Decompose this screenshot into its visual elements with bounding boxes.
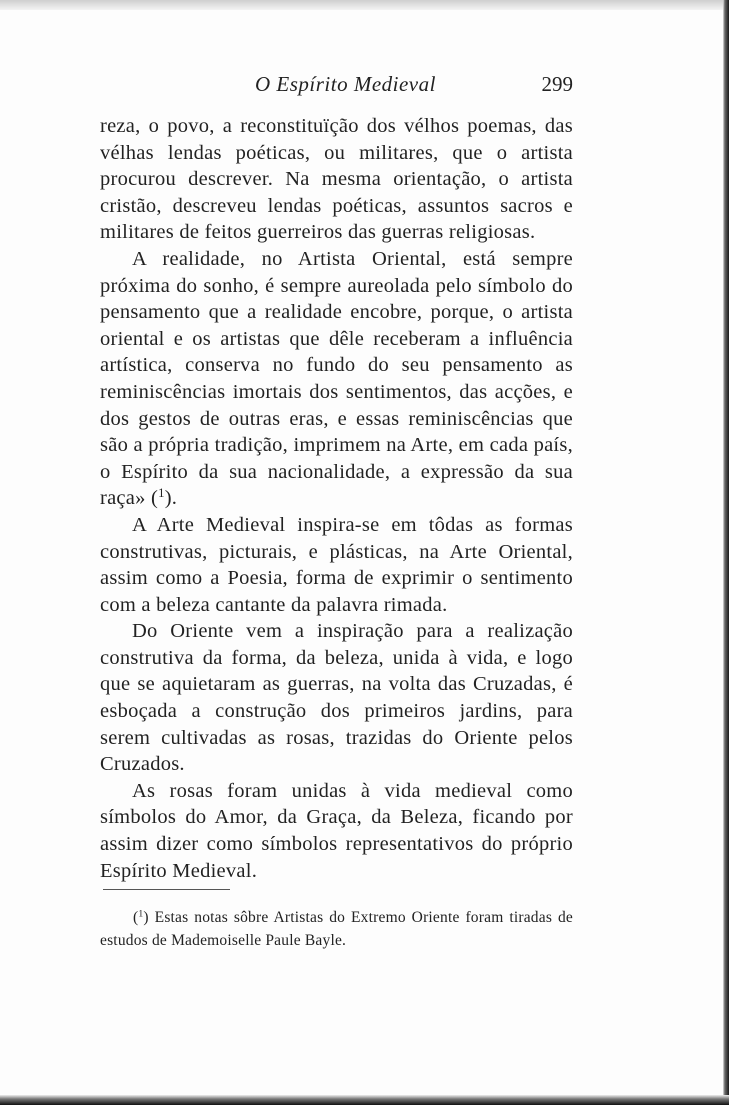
- paragraph: reza, o povo, a reconstituïção dos vélhos poemas, das vélhas lendas poéticas, ou militares, que o artista procurou descrever. Na mesma orientação, o artista cristão, descreveu lendas poéticas, assuntos sacros e militares de feitos guerreiros das guerras religiosas.: [100, 115, 573, 244]
- running-header: [100, 72, 573, 100]
- footnote-rule: [103, 889, 230, 890]
- footnote-open: (: [133, 909, 139, 926]
- page-edge-bottom: [0, 1095, 729, 1105]
- paragraph: As rosas foram unidas à vida medieval como símbolos do Amor, da Graça, da Beleza, ficando por assim dizer como símbolos representativos do próprio Espírito Medieval.: [100, 779, 573, 882]
- body-text: [100, 113, 573, 884]
- paragraph: Do Oriente vem a inspiração para a realização construtiva da forma, da beleza, unida à vida, e logo que se aquietaram as guerras, na volta das Cruzadas, é esboçada a construção dos primeiros jardins, para serem cultivadas as rosas, trazidas do Oriente pelos Cruzados.: [100, 620, 573, 776]
- paragraph-text-end: ).: [164, 487, 178, 510]
- footnote-marker: 1: [138, 908, 144, 920]
- running-title: O Espírito Medieval: [255, 72, 436, 96]
- footnote-text: Estas notas sôbre Artistas do Extremo Oriente foram tiradas de estudos de Mademoiselle Paule Bayle.: [100, 909, 573, 949]
- paragraph: [100, 246, 573, 512]
- page-edge-top: [0, 0, 729, 10]
- page-edge-right: [723, 0, 729, 1105]
- footnote-close: ): [143, 909, 149, 926]
- paragraph: A Arte Medieval inspira-se em tôdas as formas construtivas, picturais, e plásticas, na Arte Oriental, assim como a Poesia, forma de exprimir o sentimento com a beleza cantante da palavra rimada.: [100, 513, 573, 616]
- footnote-reference: 1: [158, 486, 165, 501]
- paragraph-text: A realidade, no Artista Oriental, está sempre próxima do sonho, é sempre aureolada pelo símbolo do pensamento que a realidade encobre, porque, o artista oriental e os artistas que dêle receberam a influência artística, conserva no fundo do seu pensamento as reminiscências imortais dos sentimentos, das acções, e dos gestos de outras eras, e essas reminiscências que são a própria tradição, imprimem na Arte, em cada país, o Espírito da sua nacionalidade, a expressão da sua raça» (: [100, 247, 573, 510]
- footnote: [100, 906, 573, 952]
- page-number: 299: [541, 72, 573, 96]
